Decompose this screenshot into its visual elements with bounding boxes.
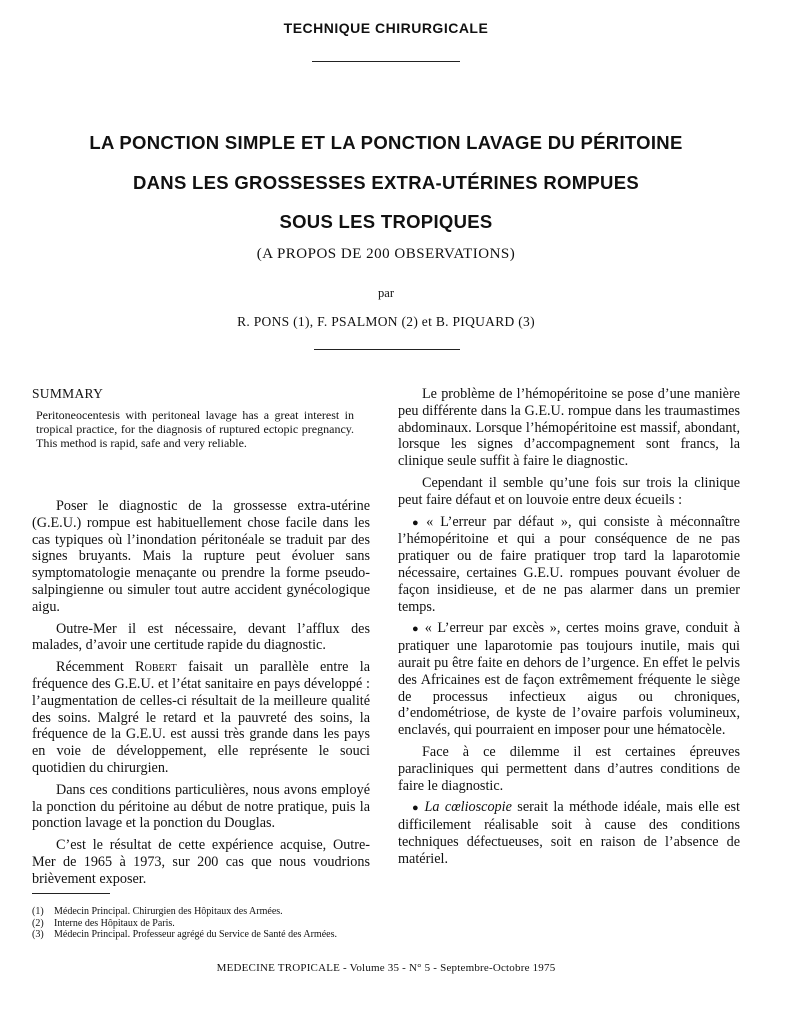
paragraph: Poser le diagnostic de la grossesse extra-utérine (G.E.U.) rompue est habituellement chose facile dans les cas typiques où l’inondation péritonéale se traduit par des signes bruyants. Mais la rupture peut évoluer sans symptomatologie menaçante ou prendre la forme pseudo-salpingienne ou simuler tout autre accident gynécologique aigu. bbox=[32, 498, 370, 615]
section-header: TECHNIQUE CHIRURGICALE bbox=[283, 20, 489, 36]
paragraph: Le problème de l’hémopéritoine se pose d’une manière peu différente dans la G.E.U. rompue dans les traumastimes abdominaux. Lorsque l’hémopéritoine est massif, abondant, lorsque les signes d’accompagnement sont francs, la clinique seule suffit à faire le diagnostic. bbox=[398, 386, 740, 470]
footnote-rule bbox=[32, 893, 110, 894]
author-name: Robert bbox=[135, 659, 177, 676]
footnote: (3) Médecin Principal. Professeur agrégé du Service de Santé des Armées. bbox=[32, 929, 337, 940]
paragraph: Cependant il semble qu’une fois sur trois la clinique peut faire défaut et on louvoie entre deux écueils : bbox=[398, 474, 740, 508]
bullet-item: ● « L’erreur par excès », certes moins grave, conduit à pratiquer une laparotomie pas toujours inutile, mais qui aurait pu être faite en dehors de l’urgence. En effet le pelvis des Africaines est de façon extrêmement fréquente le siège de processus infectieux aigus ou chroniques, d’endométriose, de kyste de l’ovaire parfois volumineux, enclavés, qui pourraient en imposer pour une hématocèle. bbox=[398, 620, 740, 739]
journal-footer: MEDECINE TROPICALE - Volume 35 - N° 5 - Septembre-Octobre 1975 bbox=[216, 962, 556, 974]
bullet-item: ● La cœlioscopie serait la méthode idéale, mais elle est difficilement réalisable soit à cause des conditions techniques défectueuses, soit en raison de l’absence de matériel. bbox=[398, 799, 740, 867]
title-line-1: LA PONCTION SIMPLE ET LA PONCTION LAVAGE DU PÉRITOINE bbox=[89, 132, 683, 153]
bullet-icon: ● bbox=[412, 623, 421, 636]
bullet-icon: ● bbox=[412, 516, 423, 529]
paragraph: Face à ce dilemme il est certaines épreuves paracliniques qui permettent dans d’autres conditions de faire le diagnostic. bbox=[398, 743, 740, 794]
header-rule bbox=[312, 61, 460, 62]
title-line-3: SOUS LES TROPIQUES bbox=[279, 211, 493, 232]
paragraph: C’est le résultat de cette expérience acquise, Outre-Mer de 1965 à 1973, sur 200 cas que nous voudrions brièvement exposer. bbox=[32, 837, 370, 887]
bullet-icon: ● bbox=[412, 802, 421, 815]
title-line-2: DANS LES GROSSESSES EXTRA-UTÉRINES ROMPUES bbox=[132, 172, 639, 193]
bullet-item: ● « L’erreur par défaut », qui consiste à méconnaître l’hémopéritoine et qui a pour conséquence de ne pas pratiquer ou de faire pratiquer trop tard la laparotomie nécessaire, certaines G.E.U. rompues pouvant évoluer de façon insidieuse, et de ne pas alarmer dans un premier temps. bbox=[398, 513, 740, 615]
right-column bbox=[398, 386, 740, 873]
left-column bbox=[32, 498, 370, 893]
authors: R. PONS (1), F. PSALMON (2) et B. PIQUARD (3) bbox=[237, 314, 535, 329]
by-line: par bbox=[378, 286, 394, 300]
summary-text: Peritoneocentesis with peritoneal lavage has a great interest in tropical practice, for the diagnosis of ruptured ectopic pregnancy. This method is rapid, safe and very reliable. bbox=[36, 408, 354, 450]
footnote: (2) Interne des Hôpitaux de Paris. bbox=[32, 917, 175, 929]
summary-heading: SUMMARY bbox=[32, 386, 104, 401]
footnote: (1) Médecin Principal. Chirurgien des Hôpitaux des Armées. bbox=[32, 906, 283, 917]
footnotes bbox=[32, 906, 452, 941]
paragraph: Outre-Mer il est nécessaire, devant l’afflux des malades, d’avoir une certitude rapide du diagnostic. bbox=[32, 620, 370, 654]
title-rule bbox=[314, 349, 460, 350]
paragraph: Récemment Robert faisait un parallèle entre la fréquence des G.E.U. et l’état sanitaire en pays développé : l’augmentation de celles-ci résultait de la meilleure qualité des soins. Malgré le retard et la pauvreté des soins, la fréquence de la G.E.U. est aussi très grande dans les pays en voie de développement, elle représente le souci quotidien du chirurgien. bbox=[32, 659, 370, 776]
paragraph: Dans ces conditions particulières, nous avons employé la ponction du péritoine au début de notre pratique, puis la ponction lavage et la ponction du Douglas. bbox=[32, 781, 370, 832]
subtitle: (A PROPOS DE 200 OBSERVATIONS) bbox=[256, 246, 516, 262]
